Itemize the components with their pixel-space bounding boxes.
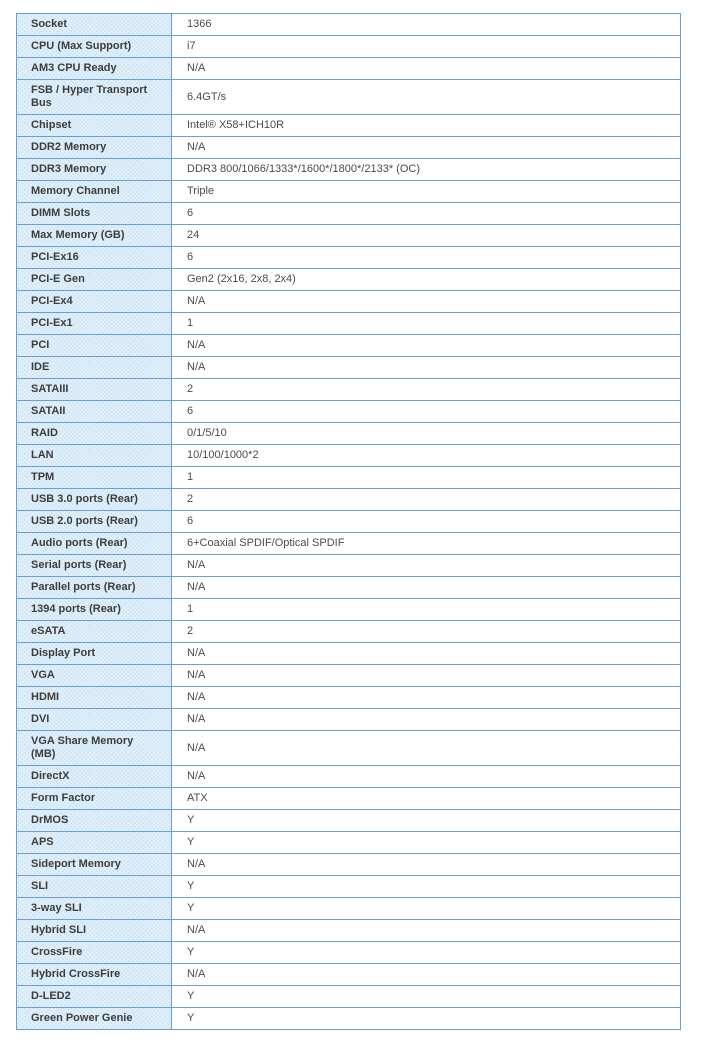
spec-label: Serial ports (Rear) <box>17 555 172 577</box>
spec-value: Y <box>172 810 681 832</box>
spec-value: 6 <box>172 247 681 269</box>
spec-label: HDMI <box>17 687 172 709</box>
table-row <box>17 1008 681 1030</box>
table-row <box>17 731 681 766</box>
spec-value: 10/100/1000*2 <box>172 445 681 467</box>
spec-value: Y <box>172 876 681 898</box>
spec-label: DDR2 Memory <box>17 137 172 159</box>
spec-value: Y <box>172 898 681 920</box>
spec-label: RAID <box>17 423 172 445</box>
table-row <box>17 291 681 313</box>
spec-label: PCI-Ex4 <box>17 291 172 313</box>
table-row <box>17 423 681 445</box>
spec-value: 6.4GT/s <box>172 80 681 115</box>
table-row <box>17 467 681 489</box>
spec-label: PCI <box>17 335 172 357</box>
spec-label: DrMOS <box>17 810 172 832</box>
table-row <box>17 137 681 159</box>
table-row <box>17 247 681 269</box>
spec-label: eSATA <box>17 621 172 643</box>
spec-label: Memory Channel <box>17 181 172 203</box>
table-row <box>17 687 681 709</box>
spec-value: N/A <box>172 766 681 788</box>
spec-label: Max Memory (GB) <box>17 225 172 247</box>
table-row <box>17 511 681 533</box>
spec-label: USB 3.0 ports (Rear) <box>17 489 172 511</box>
spec-label: 1394 ports (Rear) <box>17 599 172 621</box>
spec-value: 6+Coaxial SPDIF/Optical SPDIF <box>172 533 681 555</box>
table-row <box>17 445 681 467</box>
spec-value: N/A <box>172 731 681 766</box>
table-row <box>17 225 681 247</box>
spec-label: Hybrid CrossFire <box>17 964 172 986</box>
table-row <box>17 379 681 401</box>
spec-value: 1 <box>172 599 681 621</box>
spec-value: 6 <box>172 203 681 225</box>
table-row <box>17 964 681 986</box>
spec-value: N/A <box>172 920 681 942</box>
table-row <box>17 14 681 36</box>
table-row <box>17 36 681 58</box>
table-row <box>17 555 681 577</box>
spec-label: Form Factor <box>17 788 172 810</box>
spec-table-body <box>17 14 681 1030</box>
spec-value: N/A <box>172 709 681 731</box>
table-row <box>17 709 681 731</box>
spec-label: PCI-E Gen <box>17 269 172 291</box>
spec-value: ATX <box>172 788 681 810</box>
spec-label: PCI-Ex1 <box>17 313 172 335</box>
spec-value: N/A <box>172 643 681 665</box>
table-row <box>17 313 681 335</box>
table-row <box>17 357 681 379</box>
spec-label: Socket <box>17 14 172 36</box>
spec-value: 24 <box>172 225 681 247</box>
spec-label: DirectX <box>17 766 172 788</box>
spec-value: Intel® X58+ICH10R <box>172 115 681 137</box>
table-row <box>17 401 681 423</box>
spec-label: FSB / Hyper Transport Bus <box>17 80 172 115</box>
table-row <box>17 489 681 511</box>
spec-label: AM3 CPU Ready <box>17 58 172 80</box>
spec-label: Parallel ports (Rear) <box>17 577 172 599</box>
spec-label: SATAIII <box>17 379 172 401</box>
table-row <box>17 80 681 115</box>
spec-value: Y <box>172 1008 681 1030</box>
spec-label: USB 2.0 ports (Rear) <box>17 511 172 533</box>
spec-value: N/A <box>172 555 681 577</box>
table-row <box>17 832 681 854</box>
table-row <box>17 876 681 898</box>
table-row <box>17 788 681 810</box>
spec-value: Y <box>172 832 681 854</box>
spec-value: Y <box>172 986 681 1008</box>
spec-label: IDE <box>17 357 172 379</box>
spec-value: N/A <box>172 335 681 357</box>
table-row <box>17 203 681 225</box>
table-row <box>17 942 681 964</box>
spec-value: 0/1/5/10 <box>172 423 681 445</box>
spec-label: Chipset <box>17 115 172 137</box>
spec-label: CrossFire <box>17 942 172 964</box>
spec-value: 2 <box>172 621 681 643</box>
spec-value: 6 <box>172 401 681 423</box>
spec-value: N/A <box>172 137 681 159</box>
spec-value: Triple <box>172 181 681 203</box>
spec-label: LAN <box>17 445 172 467</box>
table-row <box>17 599 681 621</box>
spec-label: DDR3 Memory <box>17 159 172 181</box>
spec-value: N/A <box>172 964 681 986</box>
spec-label: CPU (Max Support) <box>17 36 172 58</box>
spec-label: SATAII <box>17 401 172 423</box>
spec-value: N/A <box>172 577 681 599</box>
table-row <box>17 810 681 832</box>
table-row <box>17 643 681 665</box>
spec-value: 2 <box>172 379 681 401</box>
spec-label: PCI-Ex16 <box>17 247 172 269</box>
table-row <box>17 766 681 788</box>
spec-value: N/A <box>172 854 681 876</box>
spec-value: N/A <box>172 687 681 709</box>
table-row <box>17 159 681 181</box>
spec-value: 1366 <box>172 14 681 36</box>
spec-value: 1 <box>172 313 681 335</box>
spec-value: 2 <box>172 489 681 511</box>
table-row <box>17 898 681 920</box>
spec-label: Green Power Genie <box>17 1008 172 1030</box>
table-row <box>17 533 681 555</box>
spec-label: Hybrid SLI <box>17 920 172 942</box>
spec-value: N/A <box>172 357 681 379</box>
spec-label: Sideport Memory <box>17 854 172 876</box>
spec-label: SLI <box>17 876 172 898</box>
spec-label: Audio ports (Rear) <box>17 533 172 555</box>
spec-label: DIMM Slots <box>17 203 172 225</box>
spec-value: 6 <box>172 511 681 533</box>
table-row <box>17 577 681 599</box>
spec-label: APS <box>17 832 172 854</box>
spec-value: N/A <box>172 665 681 687</box>
table-row <box>17 269 681 291</box>
spec-value: Y <box>172 942 681 964</box>
spec-table <box>16 13 681 1030</box>
spec-value: N/A <box>172 58 681 80</box>
spec-value: i7 <box>172 36 681 58</box>
table-row <box>17 665 681 687</box>
spec-label: Display Port <box>17 643 172 665</box>
table-row <box>17 920 681 942</box>
spec-value: DDR3 800/1066/1333*/1600*/1800*/2133* (OC) <box>172 159 681 181</box>
spec-label: DVI <box>17 709 172 731</box>
spec-label: TPM <box>17 467 172 489</box>
table-row <box>17 854 681 876</box>
spec-label: D-LED2 <box>17 986 172 1008</box>
spec-value: Gen2 (2x16, 2x8, 2x4) <box>172 269 681 291</box>
spec-value: N/A <box>172 291 681 313</box>
spec-value: 1 <box>172 467 681 489</box>
table-row <box>17 181 681 203</box>
table-row <box>17 986 681 1008</box>
spec-label: VGA <box>17 665 172 687</box>
table-row <box>17 58 681 80</box>
table-row <box>17 335 681 357</box>
spec-label: VGA Share Memory (MB) <box>17 731 172 766</box>
table-row <box>17 115 681 137</box>
table-row <box>17 621 681 643</box>
spec-label: 3-way SLI <box>17 898 172 920</box>
